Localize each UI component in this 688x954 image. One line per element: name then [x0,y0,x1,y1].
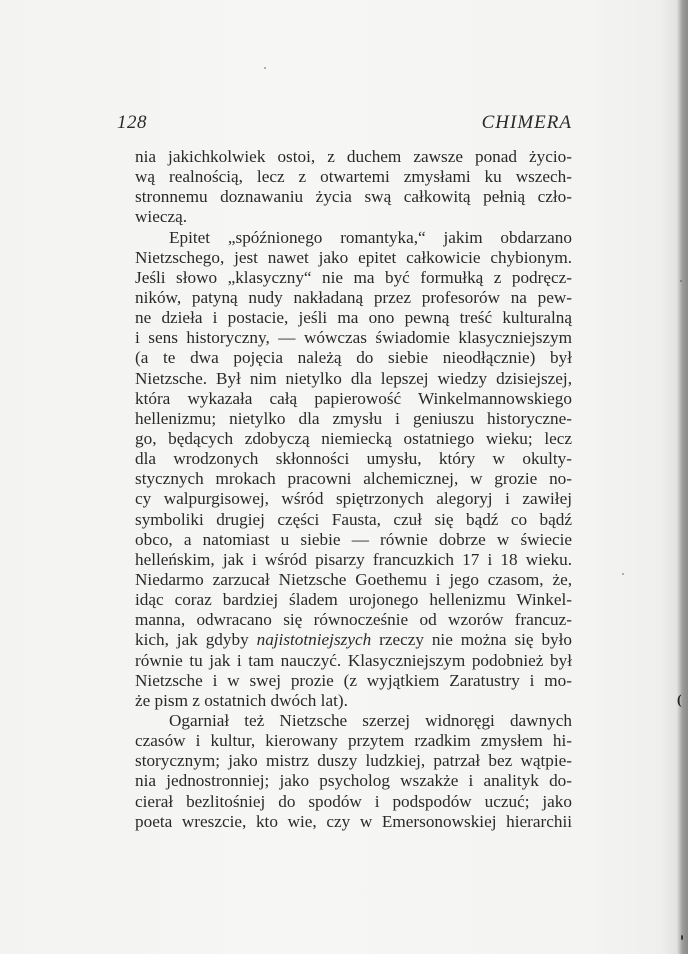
text-line: manna, odwracano się równocześnie od wzorów francuz- [135,610,572,630]
text-line: ników, patyną nudy nakładaną przez profesorów na pew- [135,287,572,307]
text-line: dla wrodzonych skłonności umysłu, który w okulty- [135,449,572,469]
paragraph-start-line: Ogarniał też Nietzsche szerzej widnoręgi dawnych [169,710,572,730]
text-line: Jeśli słowo „klasyczny“ nie ma być formułką z podręcz- [135,267,572,287]
text-line: stycznych mrokach pracowni alchemicznej, w grozie no- [135,469,572,489]
text-line: nia jednostronniej; jako psycholog wszakże i analityk do- [135,771,572,791]
paper-speck [680,280,682,282]
paragraph-start-line: Epitet „spóźnionego romantyka,“ jakim obdarzano [169,227,572,247]
paper-speck [622,573,624,575]
text-line: obco, a natomiast u siebie — równie dobrze w świecie [135,529,572,549]
text-line: storycznym; jako mistrz duszy ludzkiej, patrzał bez wątpie- [135,751,572,771]
text-segment: kich, jak gdyby [135,630,249,650]
text-line: idąc coraz bardziej śladem urojonego hellenizmu Winkel- [135,590,572,610]
text-line: wą realnością, lecz z otwartemi zmysłami ku wszech- [135,167,572,187]
text-line: cy walpurgisowej, wśród spiętrzonych alegoryj i zawiłej [135,489,572,509]
text-line: poeta wreszcie, kto wie, czy w Emersonowskiej hierarchii [135,811,572,831]
text-line: go, będących zdobyczą niemiecką ostatniego wieku; lecz [135,428,572,448]
page-number: 128 [117,112,147,133]
text-line: cierał bezlitośniej do spodów i podspodów uczuć; jako [135,791,572,811]
italic-emphasis: najistotniejszych [256,630,372,650]
body-text [135,147,572,832]
text-line: ne dzieła i postacie, jeśli ma ono pewną treść kulturalną [135,308,572,328]
text-line: czasów i kultur, kierowany przytem rzadkim zmysłem hi- [135,731,572,751]
text-line: wieczą. [135,207,187,227]
text-line: nia jakichkolwiek ostoi, z duchem zawsze ponad życio- [135,147,572,166]
text-line: Nietzschego, jest nawet jako epitet całkowicie chybionym. [135,247,572,267]
text-line: i sens historyczny, — wówczas świadomie klasyczniejszym [135,328,572,348]
paper-speck [681,935,683,940]
text-line: symboliki drugiej części Fausta, czuł się bądź co bądź [135,509,572,529]
text-line: równie tu jak i tam nauczyć. Klasyczniejszym podobnież był [135,650,572,670]
text-line: helleńskim, jak i wśród pisarzy francuzkich 17 i 18 wieku. [135,549,572,569]
text-line: stronnemu doznawaniu życia swą całkowitą pełnią czło- [135,187,572,207]
page-edge-shadow [679,0,688,954]
text-line: która wykazała całą papierowość Winkelmannowskiego [135,388,572,408]
journal-title: CHIMERA [481,112,572,133]
margin-paren-mark: ( [677,693,682,708]
paper-speck [264,67,266,69]
text-segment: rzeczy nie można się było [379,630,573,650]
running-head [117,112,572,138]
text-line: (a te dwa pojęcia należą do siebie nieodłącznie) był [135,348,572,368]
text-line-with-italic [135,630,572,650]
text-line: Niedarmo zarzucał Nietzsche Goethemu i jego czasom, że, [135,569,572,589]
text-line: Nietzsche i w swej prozie (z wyjątkiem Zaratustry i mo- [135,670,572,690]
text-line: hellenizmu; nietylko dla zmysłu i geniuszu historyczne- [135,408,572,428]
text-line: że pism z ostatnich dwóch lat). [135,690,348,710]
text-line: Nietzsche. Był nim nietylko dla lepszej wiedzy dzisiejszej, [135,368,572,388]
